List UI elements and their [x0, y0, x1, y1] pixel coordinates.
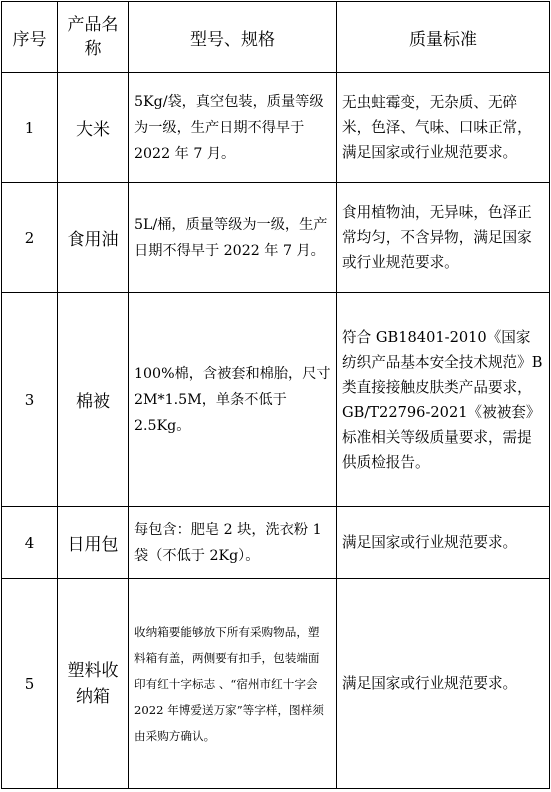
row-name-label: 塑料收纳箱	[67, 660, 119, 707]
row-standard: 无虫蛀霉变，无杂质、无碎米，色泽、气味、口味正常，满足国家或行业规范要求。	[337, 73, 550, 183]
header-no: 序号	[2, 2, 58, 73]
row-name: 大米	[58, 73, 129, 183]
row-spec: 5Kg/袋，真空包装，质量等级为一级，生产日期不得早于 2022 年 7 月。	[129, 73, 337, 183]
row-standard: 符合 GB18401-2010《国家纺织产品基本安全技术规范》B 类直接接触皮肤类产品要求，GB/T22796-2021《被被套》标准相关等级质量要求，需提供质检报告。	[337, 293, 550, 507]
table-row	[2, 183, 550, 293]
header-standard: 质量标准	[337, 2, 550, 73]
row-no: 3	[2, 293, 58, 507]
header-spec: 型号、规格	[129, 2, 337, 73]
row-spec: 收纳箱要能够放下所有采购物品，塑料箱有盖，两侧要有扣手，包装端面印有红十字标志 、“宿州市红十字会 2022 年博爱送万家”等字样，图样须由采购方确认。	[129, 579, 337, 789]
row-no: 1	[2, 73, 58, 183]
header-name	[58, 2, 129, 73]
row-standard: 满足国家或行业规范要求。	[337, 507, 550, 579]
table-row	[2, 579, 550, 789]
row-standard: 满足国家或行业规范要求。	[337, 579, 550, 789]
row-name: 食用油	[58, 183, 129, 293]
row-no: 4	[2, 507, 58, 579]
row-name: 日用包	[58, 507, 129, 579]
table-row	[2, 507, 550, 579]
row-spec: 5L/桶，质量等级为一级，生产日期不得早于 2022 年 7 月。	[129, 183, 337, 293]
procurement-spec-table	[1, 1, 550, 789]
table-row	[2, 73, 550, 183]
row-no: 2	[2, 183, 58, 293]
table-header-row	[2, 2, 550, 73]
row-name: 棉被	[58, 293, 129, 507]
header-name-label: 产品名称	[67, 15, 119, 59]
row-standard: 食用植物油，无异味，色泽正常均匀，不含异物，满足国家或行业规范要求。	[337, 183, 550, 293]
table-row	[2, 293, 550, 507]
row-name	[58, 579, 129, 789]
row-spec: 每包含：肥皂 2 块，洗衣粉 1 袋（不低于 2Kg）。	[129, 507, 337, 579]
row-no: 5	[2, 579, 58, 789]
row-spec: 100%棉，含被套和棉胎，尺寸 2M*1.5M，单条不低于 2.5Kg。	[129, 293, 337, 507]
